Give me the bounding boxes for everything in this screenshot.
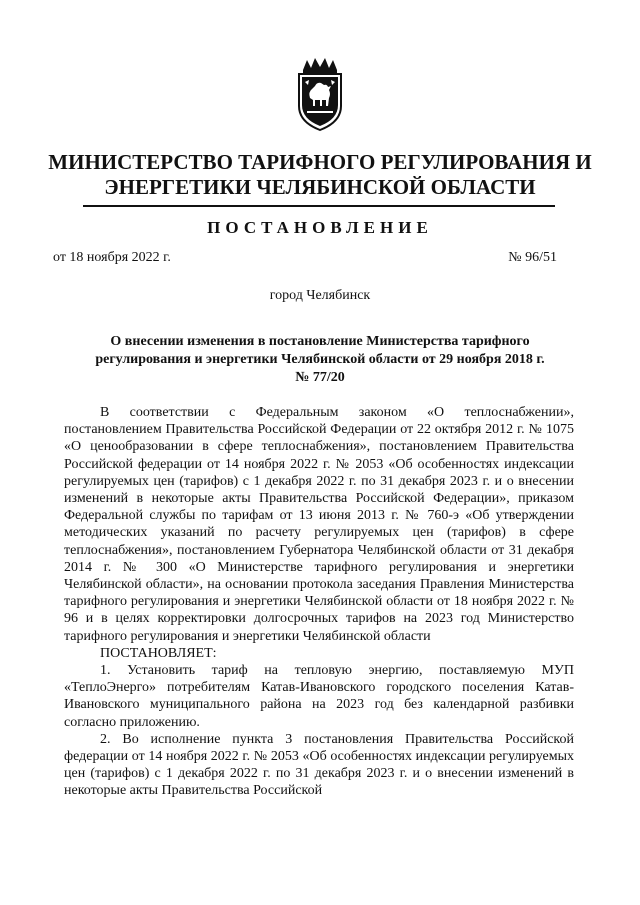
item-2-paragraph: 2. Во исполнение пункта 3 постановления Правительства Российской федерации от 14 ноября 2022 г. № 2053 «Об особенностях индексации регулируемых цен (тарифов) с 1 декабря 2022 г. по 31 декабря 2023 г. и о внесении изменений в некоторые акты Правительства Российской [64, 731, 574, 799]
document-number: № 96/51 [508, 250, 557, 265]
ministry-name: МИНИСТЕРСТВО ТАРИФНОГО РЕГУЛИРОВАНИЯ И ЭНЕРГЕТИКИ ЧЕЛЯБИНСКОЙ ОБЛАСТИ [48, 150, 592, 199]
coat-of-arms-emblem [293, 56, 347, 132]
resolves-line: ПОСТАНОВЛЯЕТ: [100, 645, 217, 661]
document-type-title: ПОСТАНОВЛЕНИЕ [207, 218, 433, 237]
item-1-paragraph: 1. Установить тариф на тепловую энергию, поставляемую МУП «ТеплоЭнерго» потребителям Катав-Ивановского городского поселения Катав-Ивановского муниципального района на 2023 год без календарной разбивки согласно приложению. [64, 663, 574, 730]
preamble-paragraph: В соответствии с Федеральным законом «О теплоснабжении», постановлением Правительства Российской Федерации от 22 октября 2012 г. № 1075 «О ценообразовании в сфере теплоснабжения», постановлением Правительства Российской федерации от 14 ноября 2022 г. № 2053 «Об особенностях индексации регулируемых цен (тарифов) с 1 декабря 2022 г. по 31 декабря 2023 г. и о внесении изменений в некоторые акты Правительства Российской Федерации», приказом Федеральной службы по тарифам от 13 июня 2013 г. № 760-э «Об утверждении методических указаний по расчету регулируемых цен (тарифов) в сфере теплоснабжения», постановлением Губернатора Челябинской области от 31 декабря 2014 г. № 300 «О Министерстве тарифного регулирования и энергетики Челябинской области», на основании протокола заседания Правления Министерства тарифного регулирования и энергетики Челябинской области от 18 ноября 2022 г. № 96 и в целях корректировки долгосрочных тарифов на 2023 год Министерство тарифного регулирования и энергетики Челябинской области [64, 405, 574, 644]
document-subject: О внесении изменения в постановление Министерства тарифного регулирования и энергетики Челябинской области от 29 ноября 2018 г. № 77/20 [95, 334, 545, 385]
header-divider [83, 205, 555, 207]
document-date: от 18 ноября 2022 г. [53, 250, 171, 265]
city-name: город Челябинск [269, 288, 371, 303]
document-body [64, 404, 574, 800]
